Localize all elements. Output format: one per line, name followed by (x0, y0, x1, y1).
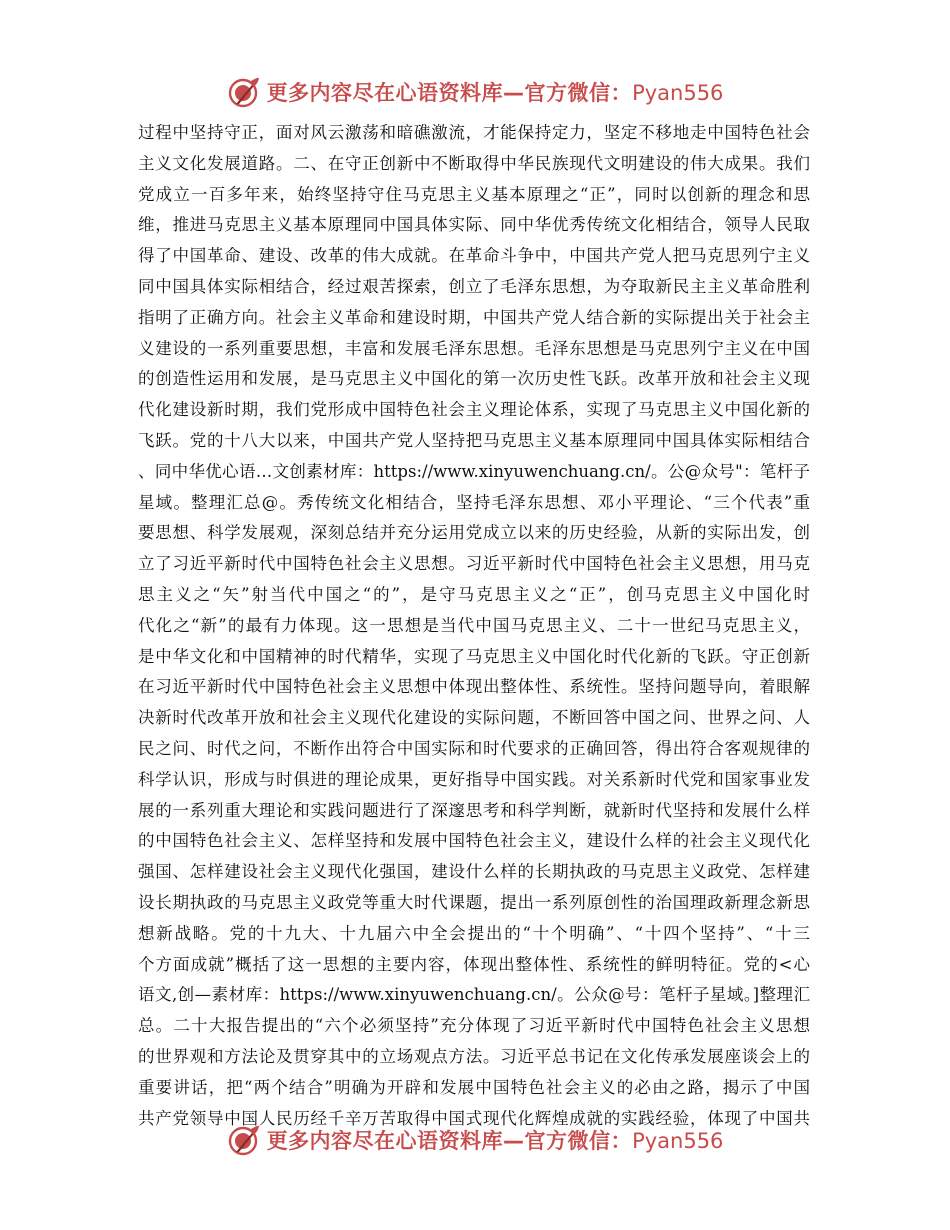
body-line: 主义文化发展道路。二、在守正创新中不断取得中华民族现代文明建设的伟大成果。我们 (138, 153, 810, 173)
body-line: 在习近平新时代中国特色社会主义思想中体现出整体性、系统性。坚持问题导向，着眼解 (138, 677, 810, 697)
body-line: 民之问、时代之问，不断作出符合中国实际和时代要求的正确回答，得出符合客观规律的 (138, 738, 810, 758)
body-line: 要思想、科学发展观，深刻总结并充分运用党成立以来的历史经验，从新的实际出发，创 (138, 523, 810, 543)
body-line: 是中华文化和中国精神的时代精华，实现了马克思主义中国化时代化新的飞跃。守正创新 (138, 646, 810, 666)
body-line: 立了习近平新时代中国特色社会主义思想。习近平新时代中国特色社会主义思想，用马克 (138, 554, 810, 574)
banner-wechat-id: Pyan556 (632, 81, 724, 105)
banner-wechat-id: Pyan556 (632, 1129, 724, 1153)
body-line: 星域。整理汇总@。秀传统文化相结合，坚持毛泽东思想、邓小平理论、“三个代表”重 (138, 492, 810, 512)
body-line: 代化建设新时期，我们党形成中国特色社会主义理论体系，实现了马克思主义中国化新的 (138, 400, 810, 420)
body-line: 的世界观和方法论及贯穿其中的立场观点方法。习近平总书记在文化传承发展座谈会上的 (138, 1046, 810, 1066)
body-line: 设长期执政的马克思主义政党等重大时代课题，提出一系列原创性的治国理政新理念新思 (138, 892, 810, 912)
body-line: 、同中华优心语…文创素材库：https://www.xinyuwenchuang.cn/。公@众号"：笔杆子 (138, 461, 810, 481)
body-line: 共产党领导中国人民历经千辛万苦取得中国式现代化辉煌成就的实践经验，体现了中国共 (138, 1108, 810, 1128)
body-line: 同中国具体实际相结合，经过艰苦探索，创立了毛泽东思想，为夺取新民主主义革命胜利 (138, 276, 810, 296)
body-line: 语文,创—素材库：https://www.xinyuwenchuang.cn/。公众@号：笔杆子星域。]整理汇 (138, 985, 810, 1005)
banner-slogan: 更多内容尽在心语资料库—官方微信： (266, 81, 633, 105)
banner-text (267, 1125, 724, 1155)
body-line: 的创造性运用和发展，是马克思主义中国化的第一次历史性飞跃。改革开放和社会主义现 (138, 369, 810, 389)
banner-text (267, 77, 724, 107)
quill-logo-icon (227, 75, 261, 109)
quill-logo-icon (227, 1123, 261, 1157)
body-line: 义建设的一系列重要思想，丰富和发展毛泽东思想。毛泽东思想是马克思列宁主义在中国 (138, 338, 810, 358)
body-line: 强国、怎样建设社会主义现代化强国，建设什么样的长期执政的马克思主义政党、怎样建 (138, 862, 810, 882)
footer-banner (0, 1120, 950, 1160)
body-line: 想新战略。党的十九大、十九届六中全会提出的“十个明确”、“十四个坚持”、“十三 (138, 923, 810, 943)
body-line: 飞跃。党的十八大以来，中国共产党人坚持把马克思主义基本原理同中国具体实际相结合 (138, 430, 810, 450)
body-line: 重要讲话，把“两个结合”明确为开辟和发展中国特色社会主义的必由之路，揭示了中国 (138, 1077, 810, 1097)
banner-slogan: 更多内容尽在心语资料库—官方微信： (266, 1129, 633, 1153)
body-line: 过程中坚持守正，面对风云激荡和暗礁激流，才能保持定力，坚定不移地走中国特色社会 (138, 123, 810, 142)
document-body (138, 118, 810, 1134)
body-line: 展的一系列重大理论和实践问题进行了深邃思考和科学判断，就新时代坚持和发展什么样 (138, 800, 810, 820)
body-line: 思主义之“矢”射当代中国之“的”，是守马克思主义之“正”，创马克思主义中国化时 (138, 584, 810, 604)
body-line: 个方面成就”概括了这一思想的主要内容，体现出整体性、系统性的鲜明特征。党的<心 (138, 954, 810, 974)
body-line: 科学认识，形成与时俱进的理论成果，更好指导中国实践。对关系新时代党和国家事业发 (138, 769, 810, 789)
header-banner (0, 72, 950, 112)
body-line: 党成立一百多年来，始终坚持守住马克思主义基本原理之“正”，同时以创新的理念和思 (138, 184, 810, 204)
body-line: 维，推进马克思主义基本原理同中国具体实际、同中华优秀传统文化相结合，领导人民取 (138, 215, 810, 235)
body-line: 代化之“新”的最有力体现。这一思想是当代中国马克思主义、二十一世纪马克思主义， (138, 615, 810, 635)
body-line: 的中国特色社会主义、怎样坚持和发展中国特色社会主义，建设什么样的社会主义现代化 (138, 831, 810, 851)
body-line: 总。二十大报告提出的“六个必须坚持”充分体现了习近平新时代中国特色社会主义思想 (138, 1016, 810, 1036)
body-line: 指明了正确方向。社会主义革命和建设时期，中国共产党人结合新的实际提出关于社会主 (138, 307, 810, 327)
body-line: 决新时代改革开放和社会主义现代化建设的实际问题，不断回答中国之问、世界之问、人 (138, 708, 810, 728)
body-line: 得了中国革命、建设、改革的伟大成就。在革命斗争中，中国共产党人把马克思列宁主义 (138, 246, 810, 266)
